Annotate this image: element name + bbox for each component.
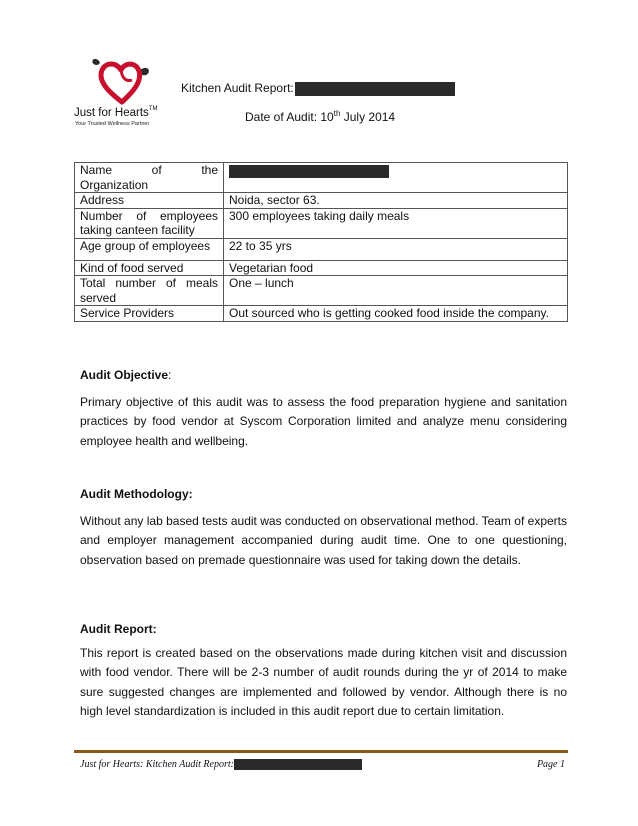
- table-row: [75, 163, 568, 193]
- table-cell-key: Kind of food served: [75, 260, 224, 276]
- table-row: [75, 208, 568, 238]
- page-number: Page 1: [536, 759, 565, 770]
- audit-methodology-heading: Audit Methodology:: [80, 487, 193, 501]
- table-cell-key: Number of employees taking canteen facility: [75, 208, 224, 238]
- table-cell-key: Address: [75, 193, 224, 209]
- redacted-block: [229, 165, 389, 178]
- organization-info-table: [74, 162, 568, 322]
- table-cell-key: Name of the Organization: [75, 163, 224, 193]
- footer-divider: [74, 750, 568, 753]
- table-cell-value: One – lunch: [224, 276, 568, 306]
- audit-objective-text: Primary objective of this audit was to assess the food preparation hygiene and sanitation practices by food vendor at Syscom Corporation limited and analyze menu considering employee health and wellbeing.: [80, 395, 567, 448]
- table-cell-value: Noida, sector 63.: [224, 193, 568, 209]
- footer-title: Just for Hearts: Kitchen Audit Report:: [80, 759, 362, 770]
- table-cell-value: Out sourced who is getting cooked food inside the company.: [224, 306, 568, 322]
- audit-objective-heading: Audit Objective:: [80, 368, 172, 382]
- table-row: [75, 260, 568, 276]
- report-title: [181, 81, 455, 96]
- company-logo: [74, 50, 184, 130]
- report-title-label: Kitchen Audit Report:: [181, 81, 294, 95]
- table-cell-value: 300 employees taking daily meals: [224, 208, 568, 238]
- heart-logo-icon: [88, 50, 166, 106]
- table-cell-key: Service Providers: [75, 306, 224, 322]
- audit-report-heading: Audit Report:: [80, 622, 157, 636]
- table-row: [75, 276, 568, 306]
- table-row: [75, 306, 568, 322]
- table-cell-value: Vegetarian food: [224, 260, 568, 276]
- table-cell-key: Total number of meals served: [75, 276, 224, 306]
- table-row: [75, 193, 568, 209]
- audit-methodology-text: Without any lab based tests audit was conducted on observational method. Team of experts and employer management accompanied during audit time. One to one questioning, observation based on premade questionnaire was used for taking down the details.: [80, 514, 567, 567]
- audit-date: Date of Audit: 10th July 2014: [245, 109, 396, 124]
- table-cell-key: Age group of employees: [75, 238, 224, 260]
- logo-brand-name: Just for Hearts™: [74, 106, 158, 119]
- table-row: [75, 238, 568, 260]
- table-cell-value: [224, 163, 568, 193]
- redacted-block: [295, 82, 455, 96]
- table-cell-value: 22 to 35 yrs: [224, 238, 568, 260]
- audit-report-text: This report is created based on the observations made during kitchen visit and discussion with food vendor. There will be 2-3 number of audit rounds during the yr of 2014 to make sure suggested changes are implemented and followed by vendor. Although there is no high level standardization is included in this audit report due to certain limitation.: [80, 646, 567, 718]
- logo-tagline: Your Trusted Wellness Partner: [75, 121, 150, 127]
- redacted-block: [234, 759, 362, 770]
